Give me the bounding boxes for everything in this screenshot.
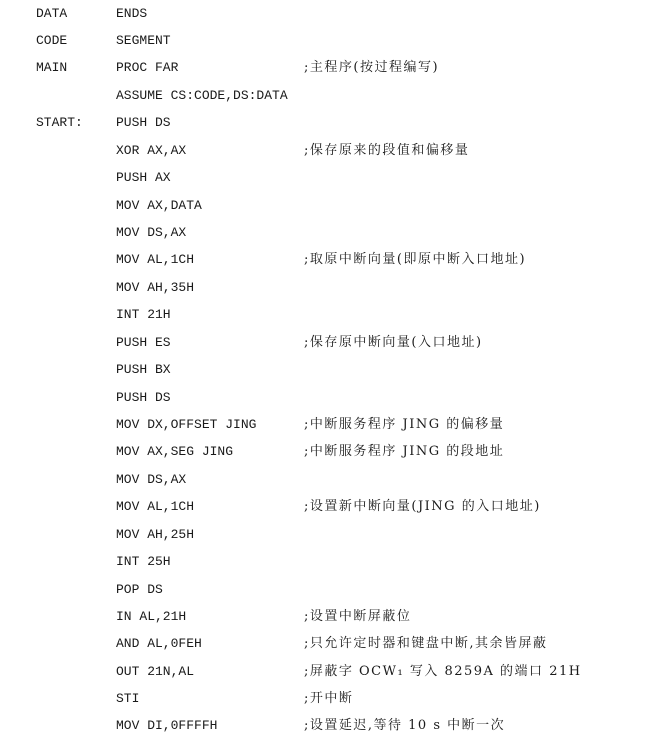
line-instruction: PROC FAR [116, 60, 179, 75]
line-instruction: PUSH BX [116, 362, 171, 377]
line-comment: ;设置新中断向量(JING 的入口地址) [304, 499, 541, 514]
line-instruction: MOV DI,0FFFFH [116, 718, 218, 733]
line-comment: ;保存原来的段值和偏移量 [304, 143, 470, 158]
code-line [0, 219, 663, 246]
code-line [0, 0, 663, 27]
code-line [0, 493, 663, 520]
code-line [0, 246, 663, 273]
code-line [0, 411, 663, 438]
code-line [0, 82, 663, 109]
code-line [0, 438, 663, 465]
code-line [0, 384, 663, 411]
line-instruction: MOV AH,25H [116, 527, 195, 542]
line-instruction: MOV AL,1CH [116, 499, 195, 514]
line-comment: ;开中断 [304, 691, 354, 706]
line-comment: ;主程序(按过程编写) [304, 60, 440, 75]
code-line [0, 109, 663, 136]
line-instruction: MOV AX,SEG JING [116, 444, 234, 459]
code-line [0, 274, 663, 301]
line-instruction: INT 21H [116, 307, 171, 322]
line-instruction: POP DS [116, 582, 163, 597]
line-comment: ;只允许定时器和键盘中断,其余皆屏蔽 [304, 636, 548, 651]
line-instruction: MOV DS,AX [116, 225, 187, 240]
line-comment: ;设置延迟,等待 10 s 中断一次 [304, 718, 506, 733]
line-instruction: PUSH ES [116, 335, 171, 350]
code-line [0, 192, 663, 219]
line-instruction: INT 25H [116, 554, 171, 569]
line-instruction: SEGMENT [116, 33, 171, 48]
code-line [0, 54, 663, 81]
line-instruction: MOV AH,35H [116, 280, 195, 295]
line-instruction: OUT 21N,AL [116, 664, 195, 679]
line-label: DATA [36, 6, 68, 21]
code-line [0, 466, 663, 493]
line-instruction: MOV DS,AX [116, 472, 187, 487]
line-instruction: ASSUME CS:CODE,DS:DATA [116, 88, 288, 103]
line-comment: ;设置中断屏蔽位 [304, 609, 412, 624]
code-line [0, 521, 663, 548]
code-line [0, 301, 663, 328]
code-line [0, 658, 663, 685]
code-line [0, 548, 663, 575]
line-instruction: STI [116, 691, 140, 706]
line-comment: ;保存原中断向量(入口地址) [304, 335, 483, 350]
code-line [0, 685, 663, 712]
line-instruction: XOR AX,AX [116, 143, 187, 158]
line-instruction: MOV DX,OFFSET JING [116, 417, 257, 432]
code-line [0, 137, 663, 164]
line-instruction: ENDS [116, 6, 148, 21]
line-instruction: PUSH DS [116, 390, 171, 405]
line-instruction: IN AL,21H [116, 609, 187, 624]
code-line [0, 356, 663, 383]
line-comment: ;中断服务程序 JING 的段地址 [304, 444, 505, 459]
line-label: CODE [36, 33, 68, 48]
line-comment: ;屏蔽字 OCW₁ 写入 8259A 的端口 21H [304, 664, 582, 679]
line-label: START: [36, 115, 83, 130]
line-label: MAIN [36, 60, 68, 75]
line-instruction: MOV AL,1CH [116, 252, 195, 267]
code-line [0, 164, 663, 191]
line-comment: ;取原中断向量(即原中断入口地址) [304, 252, 527, 267]
code-line [0, 329, 663, 356]
line-comment: ;中断服务程序 JING 的偏移量 [304, 417, 505, 432]
line-instruction: AND AL,0FEH [116, 636, 202, 651]
code-line [0, 576, 663, 603]
code-line [0, 630, 663, 657]
line-instruction: PUSH DS [116, 115, 171, 130]
line-instruction: PUSH AX [116, 170, 171, 185]
line-instruction: MOV AX,DATA [116, 198, 202, 213]
code-line [0, 27, 663, 54]
code-line [0, 603, 663, 630]
code-line [0, 712, 663, 739]
